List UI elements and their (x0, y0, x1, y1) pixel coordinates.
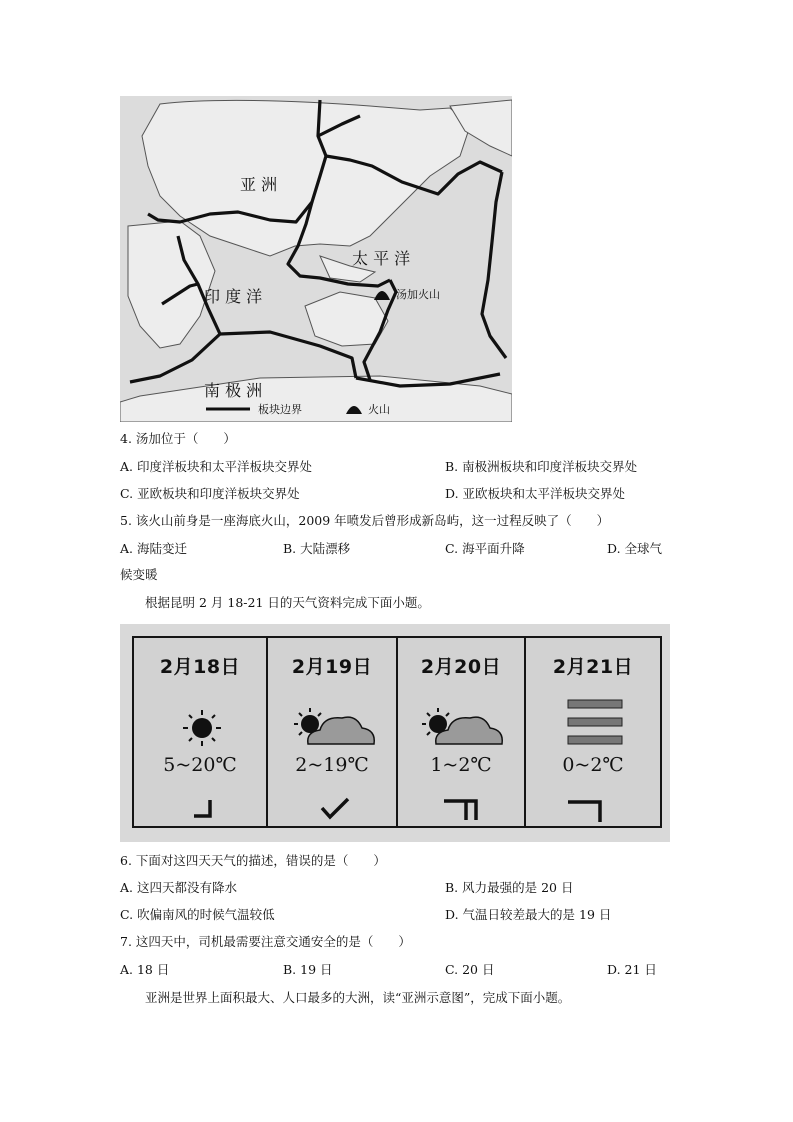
q5-option-b[interactable]: B. 大陆漂移 (283, 541, 351, 556)
q6-option-d[interactable]: D. 气温日较差最大的是 19 日 (445, 907, 612, 922)
label-pacific: 太 平 洋 (352, 249, 411, 268)
q5-stem: 5. 该火山前身是一座海底火山，2009 年喷发后曾形成新岛屿，这一过程反映了（ ） (120, 513, 610, 528)
weather-figure (120, 624, 670, 842)
q6-option-a[interactable]: A. 这四天都没有降水 (120, 880, 237, 895)
weather-date: 2月19日 (291, 656, 373, 678)
q5-option-d[interactable]: D. 全球气 (607, 541, 663, 556)
weather-intro: 根据昆明 2 月 18-21 日的天气资料完成下面小题。 (145, 595, 430, 610)
weather-temp: 1~2℃ (430, 754, 492, 776)
label-antarctica: 南 极 洲 (204, 381, 263, 400)
q7-stem: 7. 这四天中，司机最需要注意交通安全的是（ ） (120, 934, 411, 949)
q4-option-b[interactable]: B. 南极洲板块和印度洋板块交界处 (445, 459, 638, 474)
wind-icon (188, 798, 218, 820)
asia-intro: 亚洲是世界上面积最大、人口最多的大洲，读“亚洲示意图”，完成下面小题。 (145, 990, 571, 1005)
wind-icon (318, 796, 352, 820)
q4-stem: 4. 汤加位于（ ） (120, 431, 236, 446)
partly-cloudy-icon (290, 700, 378, 752)
q5-option-d-wrap: 候变暖 (120, 567, 158, 582)
label-asia: 亚 洲 (240, 175, 278, 194)
q6-option-c[interactable]: C. 吹偏南风的时候气温较低 (120, 907, 275, 922)
weather-temp: 2~19℃ (295, 754, 369, 776)
q4-option-c[interactable]: C. 亚欧板块和印度洋板块交界处 (120, 486, 300, 501)
sun-icon (180, 708, 224, 748)
q7-option-a[interactable]: A. 18 日 (120, 962, 170, 977)
q6-option-b[interactable]: B. 风力最强的是 20 日 (445, 880, 574, 895)
label-indian-ocean: 印 度 洋 (204, 287, 263, 306)
weather-temp: 5~20℃ (163, 754, 237, 776)
weather-temp: 0~2℃ (562, 754, 624, 776)
weather-day-3 (396, 636, 526, 828)
legend-boundary-label: 板块边界 (258, 403, 302, 416)
partly-cloudy-icon (418, 700, 506, 752)
weather-day-1 (132, 636, 268, 828)
q4-option-a[interactable]: A. 印度洋板块和太平洋板块交界处 (120, 459, 312, 474)
wind-icon (566, 798, 606, 824)
weather-day-4 (524, 636, 662, 828)
q6-stem: 6. 下面对这四天天气的描述，错误的是（ ） (120, 853, 386, 868)
q5-option-a[interactable]: A. 海陆变迁 (120, 541, 187, 556)
legend-volcano-label: 火山 (368, 403, 390, 416)
label-tonga-volcano: 汤加火山 (396, 288, 440, 301)
weather-date: 2月21日 (552, 656, 634, 678)
q7-option-b[interactable]: B. 19 日 (283, 962, 333, 977)
weather-date: 2月20日 (420, 656, 502, 678)
q7-option-c[interactable]: C. 20 日 (445, 962, 495, 977)
plate-map-figure (120, 96, 512, 422)
weather-day-2 (266, 636, 398, 828)
africa-land (128, 221, 215, 348)
weather-date: 2月18日 (159, 656, 241, 678)
q5-option-c[interactable]: C. 海平面升降 (445, 541, 525, 556)
fog-icon (564, 694, 626, 750)
wind-icon (442, 798, 482, 822)
q7-option-d[interactable]: D. 21 日 (607, 962, 657, 977)
volcano-icon (374, 291, 390, 300)
q4-option-d[interactable]: D. 亚欧板块和太平洋板块交界处 (445, 486, 626, 501)
